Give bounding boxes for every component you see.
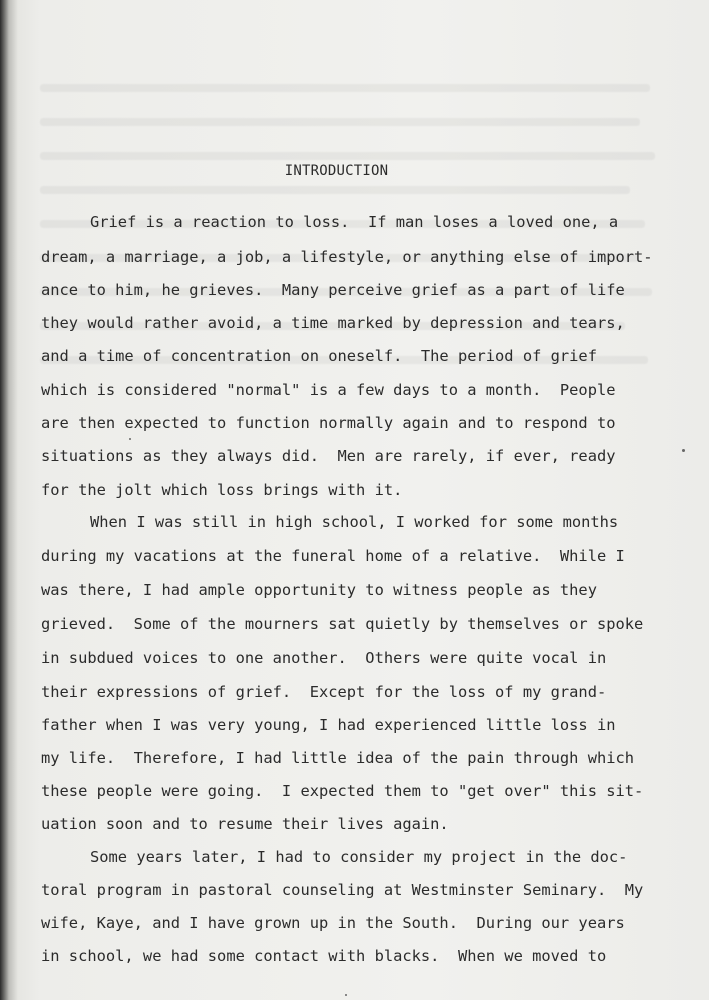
text-line: father when I was very young, I had experienced little loss in: [41, 716, 616, 734]
text-line: toral program in pastoral counseling at Westminster Seminary. My: [41, 881, 644, 899]
ink-speck: [682, 449, 685, 452]
text-line: their expressions of grief. Except for the loss of my grand-: [41, 683, 607, 701]
text-line: Some years later, I had to consider my project in the doc-: [90, 848, 628, 866]
text-line: dream, a marriage, a job, a lifestyle, or anything else of import-: [41, 248, 653, 266]
text-line: for the jolt which loss brings with it.: [41, 481, 403, 499]
text-line: these people were going. I expected them to "get over" this sit-: [41, 782, 644, 800]
text-line: in subdued voices to one another. Others were quite vocal in: [41, 649, 607, 667]
ink-speck: [345, 994, 347, 996]
text-line: in school, we had some contact with blacks. When we moved to: [41, 947, 607, 965]
text-line: and a time of concentration on oneself. The period of grief: [41, 347, 597, 365]
text-line: situations as they always did. Men are rarely, if ever, ready: [41, 447, 616, 465]
text-line: uation soon and to resume their lives again.: [41, 815, 449, 833]
text-line: my life. Therefore, I had little idea of the pain through which: [41, 749, 635, 767]
text-line: are then expected to function normally again and to respond to: [41, 414, 616, 432]
text-line: Grief is a reaction to loss. If man loses a loved one, a: [90, 213, 619, 231]
section-heading: [0, 163, 709, 179]
text-line: during my vacations at the funeral home of a relative. While I: [41, 547, 625, 565]
text-line: was there, I had ample opportunity to witness people as they: [41, 581, 597, 599]
text-line: they would rather avoid, a time marked by depression and tears,: [41, 314, 625, 332]
ink-speck: [129, 438, 131, 440]
text-line: wife, Kaye, and I have grown up in the South. During our years: [41, 914, 625, 932]
text-line: which is considered "normal" is a few days to a month. People: [41, 381, 616, 399]
text-line: ance to him, he grieves. Many perceive grief as a part of life: [41, 281, 625, 299]
heading-text: INTRODUCTION: [284, 163, 389, 179]
text-line: When I was still in high school, I worked for some months: [90, 513, 619, 531]
text-line: grieved. Some of the mourners sat quietly by themselves or spoke: [41, 615, 644, 633]
